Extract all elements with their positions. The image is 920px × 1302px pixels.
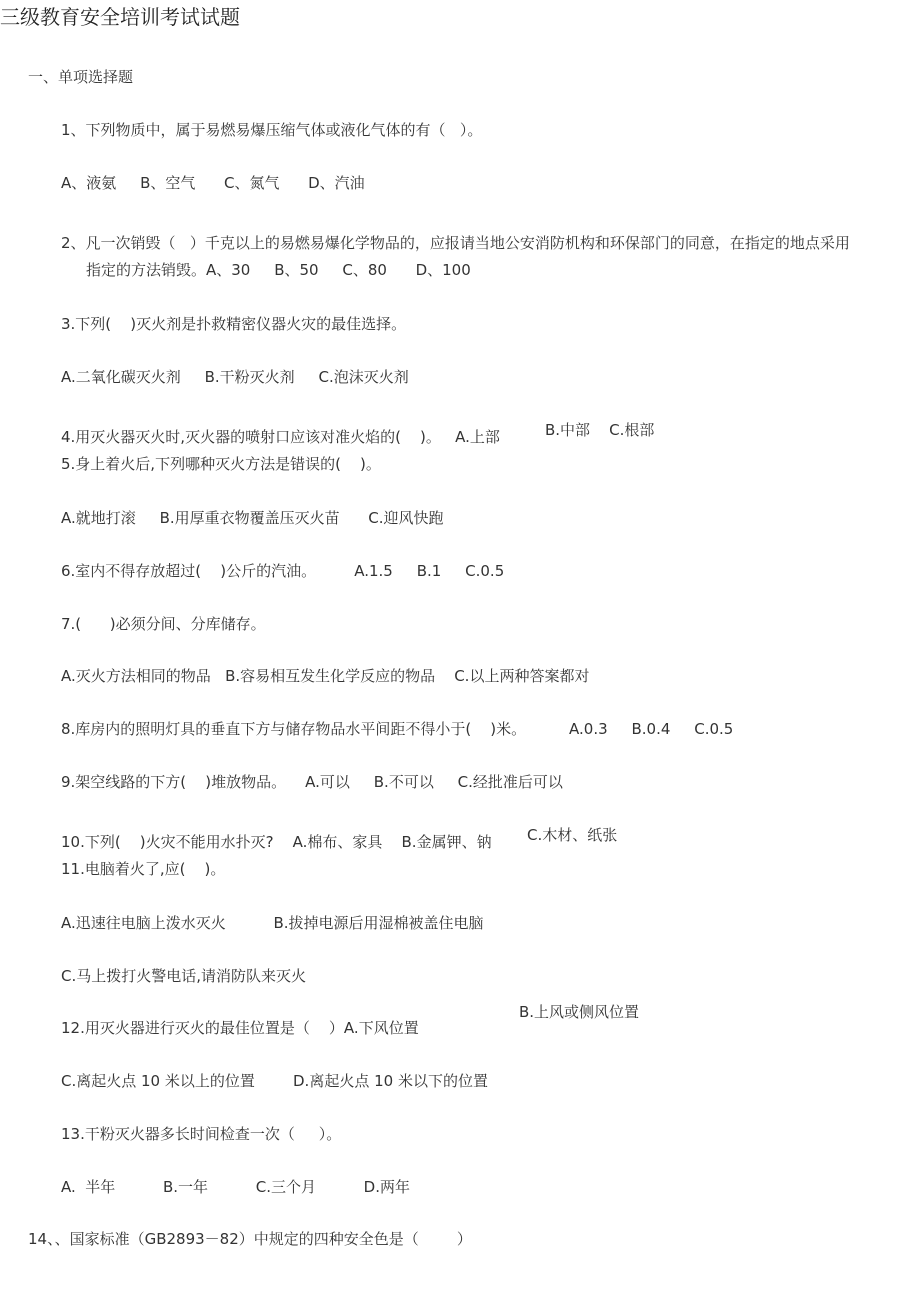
options-line: C.离起火点 10 米以上的位置 D.离起火点 10 米以下的位置: [61, 1072, 488, 1090]
question-line: 6.室内不得存放超过( )公斤的汽油。 A.1.5 B.1 C.0.5: [61, 562, 505, 580]
section-heading: 一、单项选择题: [28, 68, 134, 86]
options-line-floating: C.木材、纸张: [527, 826, 618, 844]
question-line: 4.用灭火器灭火时,灭火器的喷射口应该对准火焰的( )。 A.上部: [61, 428, 500, 446]
options-line-floating: B.上风或侧风位置: [519, 1003, 640, 1021]
question-line: 3.下列( )灭火剂是扑救精密仪器火灾的最佳选择。: [61, 315, 407, 333]
question-line: 7.( )必须分间、分库储存。: [61, 615, 266, 633]
options-line-floating: B.中部 C.根部: [545, 421, 655, 439]
page-title: 三级教育安全培训考试试题: [0, 5, 240, 29]
options-line: A. 半年 B.一年 C.三个月 D.两年: [61, 1178, 410, 1196]
question-line-continued: 指定的方法销毁。A、30 B、50 C、80 D、100: [86, 261, 471, 279]
question-line: 9.架空线路的下方( )堆放物品。 A.可以 B.不可以 C.经批准后可以: [61, 773, 563, 791]
question-line: 1、下列物质中，属于易燃易爆压缩气体或液化气体的有（ ）。: [61, 121, 483, 139]
question-line: 13.干粉灭火器多长时间检查一次（ ）。: [61, 1125, 342, 1143]
question-line: 8.库房内的照明灯具的垂直下方与储存物品水平间距不得小于( )米。 A.0.3 B.0.4 C.0.5: [61, 720, 734, 738]
question-line: 12.用灭火器进行灭火的最佳位置是（ ）A.下风位置: [61, 1019, 419, 1037]
options-line: A.二氧化碳灭火剂 B.干粉灭火剂 C.泡沫灭火剂: [61, 368, 409, 386]
options-line: A、液氨 B、空气 C、氮气 D、汽油: [61, 174, 365, 192]
question-line: 10.下列( )火灾不能用水扑灭? A.棉布、家具 B.金属钾、钠: [61, 833, 492, 851]
question-line: 14、、国家标准（GB2893－82）中规定的四种安全色是（ ）: [28, 1230, 472, 1248]
options-line: A.就地打滚 B.用厚重衣物覆盖压灭火苗 C.迎风快跑: [61, 509, 444, 527]
question-line: 5.身上着火后,下列哪种灭火方法是错误的( )。: [61, 455, 381, 473]
options-line: A.迅速往电脑上泼水灭火 B.拔掉电源后用湿棉被盖住电脑: [61, 914, 484, 932]
question-line: 11.电脑着火了,应( )。: [61, 860, 226, 878]
options-line: C.马上拨打火警电话,请消防队来灭火: [61, 967, 307, 985]
question-line: 2、凡一次销毁（ ）千克以上的易燃易爆化学物品的，应报请当地公安消防机构和环保部门的同意，在指定的地点采用: [61, 234, 850, 252]
options-line: A.灭火方法相同的物品 B.容易相互发生化学反应的物品 C.以上两种答案都对: [61, 667, 590, 685]
